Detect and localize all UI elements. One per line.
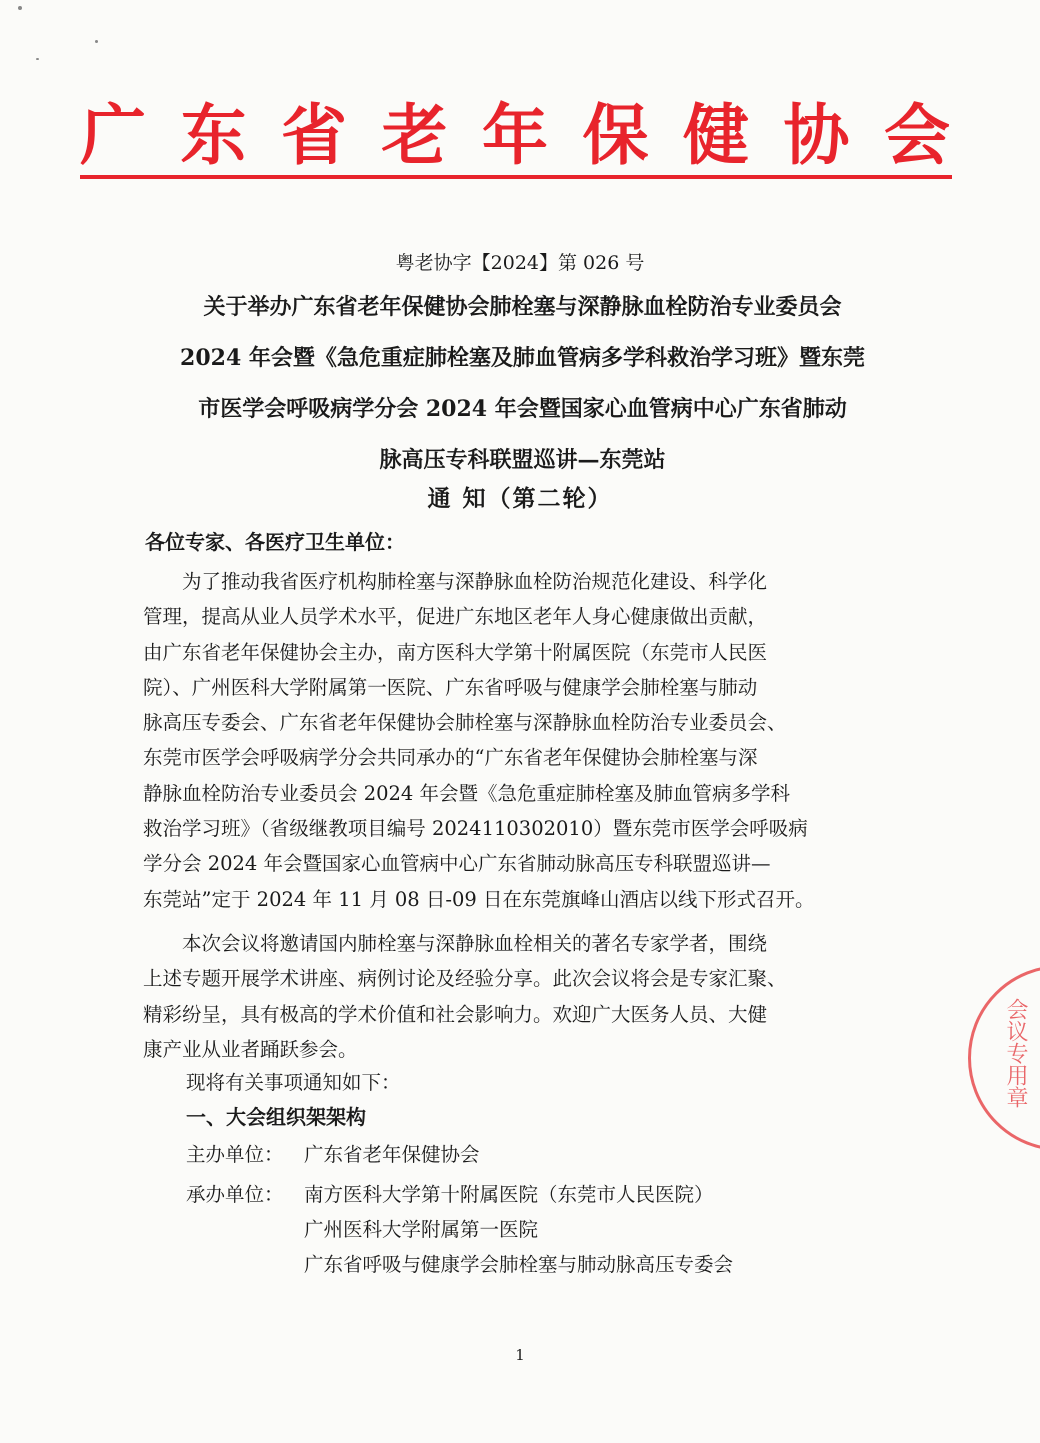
paragraph-line: 为了推动我省医疗机构肺栓塞与深静脉血栓防治规范化建设、科学化 xyxy=(143,570,768,593)
title-line: 2024 年会暨《急危重症肺栓塞及肺血管病多学科救治学习班》暨东莞 xyxy=(180,345,865,371)
paragraph-line: 精彩纷呈，具有极高的学术价值和社会影响力。欢迎广大医务人员、大健 xyxy=(143,1002,768,1026)
letterhead-char: 协 xyxy=(783,96,850,174)
co-organizer-item: 广州医科大学附属第一医院 xyxy=(304,1218,539,1241)
official-seal-text: 会议专用章 xyxy=(1003,998,1028,1108)
paragraph-line: 院）、广州医科大学附属第一医院、广东省呼吸与健康学会肺栓塞与肺动 xyxy=(143,675,758,699)
paragraph-line: 学分会 2024 年会暨国家心血管病中心广东省肺动脉高压专科联盟巡讲— xyxy=(143,852,771,876)
notice-heading: 通 知（第二轮） xyxy=(427,485,613,512)
scan-speck xyxy=(36,58,39,60)
greeting: 各位专家、各医疗卫生单位： xyxy=(145,530,405,554)
letterhead-char: 东 xyxy=(180,96,247,174)
host-organizer-row xyxy=(186,1137,480,1172)
letterhead-char: 保 xyxy=(582,96,649,174)
host-label: 主办单位： xyxy=(186,1143,284,1166)
scan-speck xyxy=(18,6,22,10)
paragraph-line: 东莞市医学会呼吸病学分会共同承办的“广东省老年保健协会肺栓塞与深 xyxy=(143,746,758,770)
co-organizer-label: 承办单位： xyxy=(186,1183,284,1206)
scan-speck xyxy=(95,40,98,43)
title-line: 脉高压专科联盟巡讲—东莞站 xyxy=(379,447,666,473)
letterhead-char: 健 xyxy=(683,96,749,174)
paragraph-line: 救治学习班》（省级继教项目编号 2024110302010）暨东莞市医学会呼吸病 xyxy=(143,817,808,841)
co-organizer-row xyxy=(186,1177,714,1212)
paragraph-line: 由广东省老年保健协会主办，南方医科大学第十附属医院（东莞市人民医 xyxy=(143,640,768,664)
title-line: 市医学会呼吸病学分会 2024 年会暨国家心血管病中心广东省肺动 xyxy=(198,396,847,422)
paragraph-line: 管理，提高从业人员学术水平，促进广东地区老年人身心健康做出贡献， xyxy=(143,605,768,629)
document-title xyxy=(140,282,905,486)
paragraph-line: 静脉血栓防治专业委员会 2024 年会暨《急危重症肺栓塞及肺血管病多学科 xyxy=(143,781,791,805)
page-number: 1 xyxy=(515,1346,525,1364)
paragraph-notice-intro: 现将有关事项通知如下： xyxy=(186,1071,401,1094)
letterhead-char: 会 xyxy=(884,96,950,174)
paragraph-line: 脉高压专委会、广东省老年保健协会肺栓塞与深静脉血栓防治专业委员会、 xyxy=(143,711,787,735)
document-number: 粤老协字【2024】第 026 号 xyxy=(395,252,645,274)
letterhead-divider xyxy=(80,175,952,179)
host-value: 广东省老年保健协会 xyxy=(304,1143,480,1166)
title-line: 关于举办广东省老年保健协会肺栓塞与深静脉血栓防治专业委员会 xyxy=(203,294,842,320)
paragraph-line: 东莞站”定于 2024 年 11 月 08 日-09 日在东莞旗峰山酒店以线下形式召开。 xyxy=(143,887,815,911)
paragraph-meeting-content xyxy=(143,926,908,1067)
letterhead-char: 年 xyxy=(482,96,548,174)
paragraph-line: 上述专题开展学术讲座、病例讨论及经验分享。此次会议将会是专家汇聚、 xyxy=(143,967,787,991)
paragraph-line: 康产业从业者踊跃参会。 xyxy=(143,1037,358,1061)
paragraph-intro xyxy=(143,564,908,917)
organization-letterhead xyxy=(80,90,950,180)
co-organizer-item: 广东省呼吸与健康学会肺栓塞与肺动脉高压专委会 xyxy=(304,1253,734,1276)
co-organizer-item: 南方医科大学第十附属医院（东莞市人民医院） xyxy=(304,1183,714,1206)
section-heading-organization: 一、大会组织架架构 xyxy=(186,1105,366,1129)
letterhead-char: 省 xyxy=(281,96,347,174)
paragraph-line: 本次会议将邀请国内肺栓塞与深静脉血栓相关的著名专家学者，围绕 xyxy=(143,932,768,955)
letterhead-char: 广 xyxy=(80,96,146,174)
letterhead-char: 老 xyxy=(381,96,448,174)
